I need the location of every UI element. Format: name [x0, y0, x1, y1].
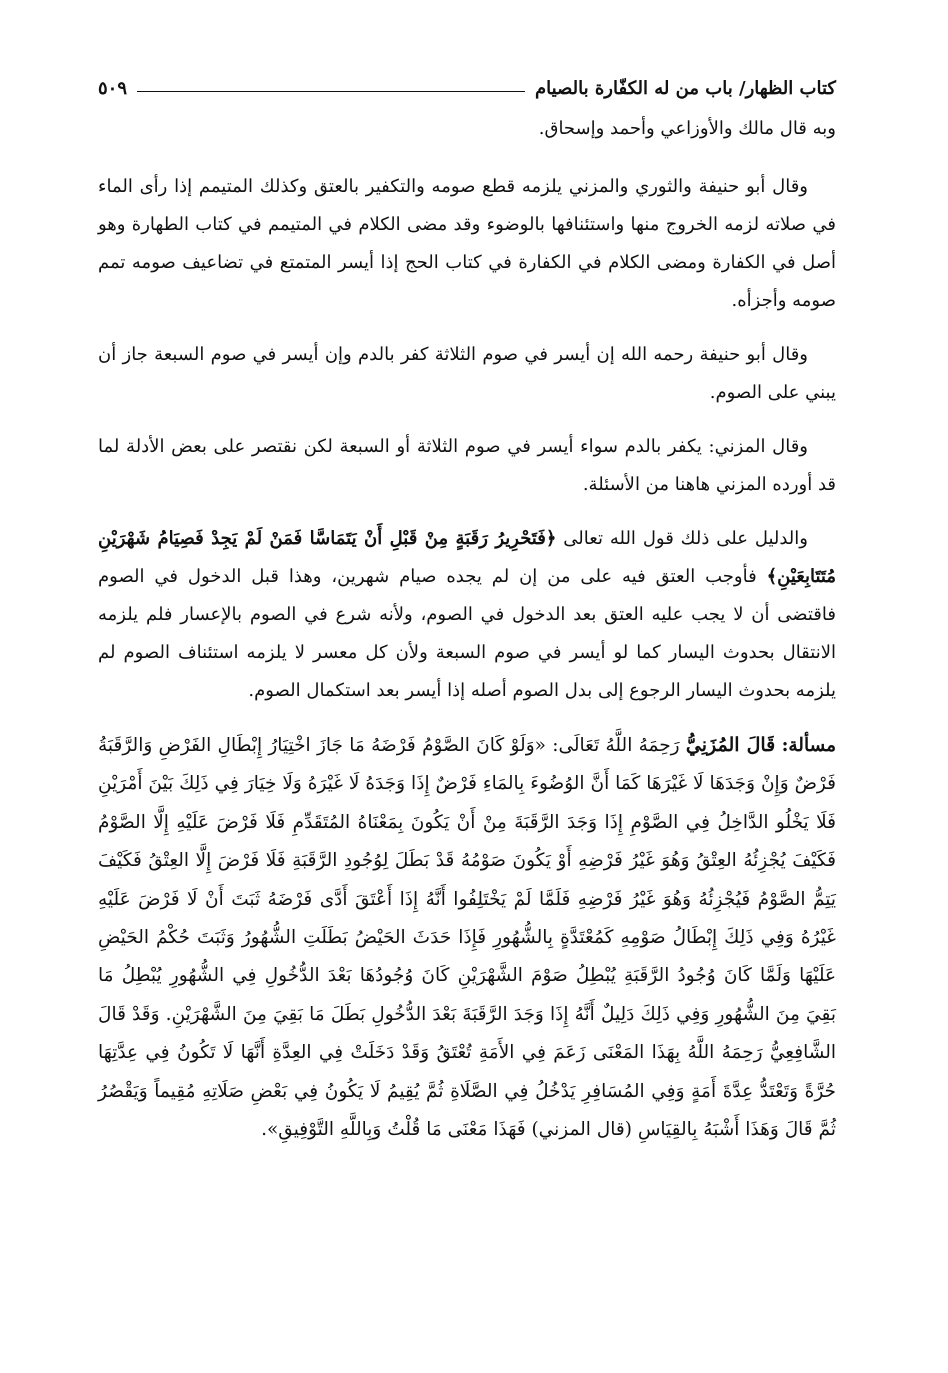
- evidence-intro: والدليل على ذلك قول الله تعالى: [563, 528, 808, 549]
- paragraph-2: وقال أبو حنيفة والثوري والمزني يلزمه قطع صومه والتكفير بالعتق وكذلك المتيمم إذا رأى الماء في صلاته لزمه الخروج منها واستئنافها بالوضوء وقد مضى الكلام في المتيمم في كتاب الطهارة وهو أصل في الكفارة ومضى الكلام في الكفارة في كتاب الحج إذا أيسر المتمتع في تضاعيف صومه تمم صومه وأجزأه.: [98, 176, 836, 311]
- paragraph-4: وقال المزني: يكفر بالدم سواء أيسر في صوم الثلاثة أو السبعة لكن نقتصر على بعض الأدلة لما قد أورده المزني هاهنا من الأسئلة.: [98, 436, 836, 495]
- evidence-body: فأوجب العتق فيه على من إن لم يجده صيام شهرين، وهذا قبل الدخول في الصوم فاقتضى أن لا يجب عليه العتق بعد الدخول في الصوم، ولأنه شرع في الصوم بالإعسار فلم يلزمه الانتقال بحدوث اليسار كما لو أيسر في صوم السبعة ولأن كل معسر لا يلزمه استئناف الصوم لم يلزمه بحدوث اليسار الرجوع إلى بدل الصوم أصله إذا أيسر بعد استكمال الصوم.: [98, 566, 836, 701]
- issue-section: [98, 726, 836, 1149]
- chapter-title: كتاب الظهار/ باب من له الكفّارة بالصيام: [534, 77, 836, 99]
- issue-paragraph: [98, 726, 836, 1149]
- issue-speaker: قَالَ المُزَنِيُّ: [685, 734, 776, 756]
- header-rule: [137, 91, 525, 92]
- quran-verse: ﴿فَتَحْرِيرُ رَقَبَةٍ مِنْ قَبْلِ أَنْ يَتَمَاسَّا فَمَنْ لَمْ يَجِدْ فَصِيَامُ شَهْرَيْنِ مُتَتَابِعَيْنِ﴾: [98, 528, 836, 587]
- issue-label: مسألة:: [781, 735, 836, 756]
- evidence-paragraph: [98, 520, 836, 710]
- issue-text: رَحِمَهُ اللَّهُ تَعَالَى: «وَلَوْ كَانَ الصَّوْمُ فَرْضَهُ مَا جَازَ اخْتِيَارُ إِبْطَالِ الفَرْضِ وَالرَّقَبَةُ فَرْضٌ وَإِنْ وَجَدَهَا لَا غَيْرَهَا كَمَا أَنَّ الوُضُوءَ بِالمَاءِ فَرْضٌ إِذَا وَجَدَهُ لَا غَيْرَهُ وَلَا خِيَارَ فِي ذَلِكَ بَيْنَ أَمْرَيْنِ فَلَا يَخْلُو الدَّاخِلُ فِي الصَّوْمِ إِذَا وَجَدَ الرَّقَبَةَ مِنْ أَنْ يَكُونَ بِمَعْنَاهُ المُتَقَدِّمِ فَلَا فَرْضَ عَلَيْهِ إِلَّا الصَّوْمُ فَكَيْفَ يُجْزِئُهُ العِتْقُ وَهُوَ غَيْرُ فَرْضِهِ أَوْ يَكُونَ صَوْمُهُ قَدْ بَطَلَ لِوُجُودِ الرَّقَبَةِ فَلَا فَرْضَ إِلَّا العِتْقُ فَكَيْفَ يَتِمُّ الصَّوْمُ فَيُجْزِئُهُ وَهُوَ غَيْرُ فَرْضِهِ فَلَمَّا لَمْ يَخْتَلِفُوا أَنَّهُ إِذَا أَعْتَقَ أَدَّى فَرْضَهُ ثَبَتَ أَنْ لَا فَرْضَ عَلَيْهِ غَيْرُهُ وَفِي ذَلِكَ إِبْطَالُ صَوْمِهِ كَمُعْتَدَّةٍ بِالشُّهُورِ فَإِذَا حَدَثَ الحَيْضُ بَطَلَتِ الشُّهُورُ وَثَبَتَ حُكْمُ الحَيْضِ عَلَيْهَا وَلَمَّا كَانَ وُجُودُ الرَّقَبَةِ يُبْطِلُ صَوْمَ الشَّهْرَيْنِ كَانَ وُجُودُهَا بَعْدَ الدُّخُولِ فِي الشُّهُورِ يُبْطِلُ مَا بَقِيَ مِنَ الشُّهُورِ وَفِي ذَلِكَ دَلِيلٌ أَنَّهُ إِذَا وَجَدَ الرَّقَبَةَ بَعْدَ الدُّخُولِ بَطَلَ مَا بَقِيَ مِنَ الشَّهْرَيْنِ. وَقَدْ قَالَ الشَّافِعِيُّ رَحِمَهُ اللَّهُ بِهَذَا المَعْنَى زَعَمَ فِي الأَمَةِ تُعْتَقُ وَقَدْ دَخَلَتْ فِي العِدَّةِ أَنَّهَا لَا تَكُونُ فِي عِدَّتِهَا حُرَّةً وَتَعْتَدُّ عِدَّةَ أَمَةٍ وَفِي المُسَافِرِ يَدْخُلُ فِي الصَّلَاةِ ثُمَّ يُقِيمُ لَا يَكُونُ فِي بَعْضِ صَلَاتِهِ مُقِيماً وَيَقْصُرُ ثُمَّ قَالَ وَهَذَا أَشْبَهُ بِالقِيَاسِ (قال المزني) فَهَذَا مَعْنَى مَا قُلْتُ وَبِاللَّهِ التَّوْفِيقِ».: [98, 735, 836, 1141]
- page-number: ٥٠٩: [98, 77, 128, 99]
- running-header: [98, 70, 836, 106]
- paragraph-3: وقال أبو حنيفة رحمه الله إن أيسر في صوم الثلاثة كفر بالدم وإن أيسر في صوم السبعة جاز أن يبني على الصوم.: [98, 344, 836, 403]
- paragraph-1: وبه قال مالك والأوزاعي وأحمد وإسحاق.: [538, 118, 836, 139]
